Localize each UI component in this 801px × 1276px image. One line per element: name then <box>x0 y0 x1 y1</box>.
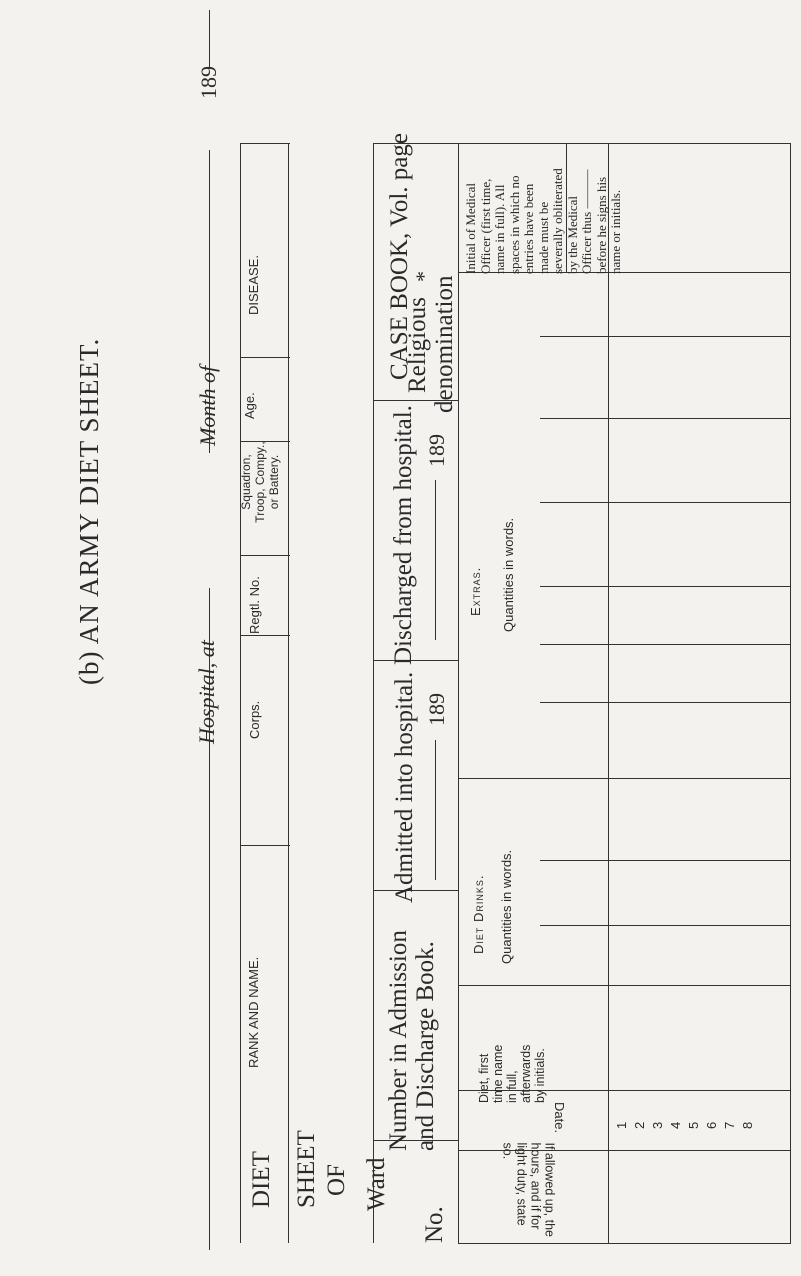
year-label: 189 <box>196 66 221 99</box>
sub-line-e5 <box>540 644 791 645</box>
page-title: (b) AN ARMY DIET SHEET. <box>74 337 104 685</box>
religious-label: Religious <box>404 297 431 393</box>
band-divider-age <box>240 357 290 358</box>
sub-line-e4 <box>540 586 791 587</box>
age-header: Age. <box>242 392 257 419</box>
initial-officer-header: Initial of Medical Officer (first time, name in full). All spaces in which no entries have been made must be severally obliterated by the Medical Officer thus ——— before he signs his name or initials. <box>463 168 623 274</box>
admission-right-line <box>458 143 459 1243</box>
col-line-extras <box>458 778 791 779</box>
sub-line-d1 <box>540 860 791 861</box>
sub-line-e6 <box>540 702 791 703</box>
disease-header: DISEASE. <box>246 255 261 315</box>
band-divider-corps <box>240 635 290 636</box>
ward-label: Ward <box>363 1157 390 1211</box>
date-number-1: 1 <box>614 1121 629 1129</box>
date-header: Date. <box>552 1102 567 1134</box>
squadron-header: Squadron, Troop, Compy., or Battery. <box>239 441 281 523</box>
date-number-2: 2 <box>632 1121 647 1129</box>
sub-line-e1 <box>540 336 791 337</box>
table-top <box>458 143 791 144</box>
star-label: * <box>411 271 436 282</box>
header-row-line <box>608 143 609 1243</box>
number-in-admission: Number in Admission and Discharge Book. <box>385 930 439 1151</box>
diet-label: DIET <box>248 1151 275 1208</box>
case-book-label: CASE BOOK, Vol. page <box>386 133 413 381</box>
date-number-7: 7 <box>722 1121 737 1129</box>
hospital-label: Hospital, at <box>194 640 219 744</box>
extras-header: Extras. <box>468 566 483 616</box>
rank-name-header: RANK AND NAME. <box>246 956 261 1068</box>
if-allowed-header: If allowed up, the hours, and if for light duty, state so. <box>500 1142 557 1238</box>
discharged-year: 189 <box>424 434 449 467</box>
diet-header: Diet, first time name in full, afterwards by initials. <box>477 1044 547 1103</box>
col-line-drinks <box>458 985 791 986</box>
admitted-label: Admitted into hospital. <box>391 671 418 903</box>
date-number-3: 3 <box>650 1121 665 1129</box>
admitted-year-line <box>435 740 436 880</box>
sub-line-e3 <box>540 502 791 503</box>
admission-left-line <box>373 143 374 1243</box>
month-label: Month of <box>195 365 220 446</box>
no-label: No. <box>421 1206 448 1243</box>
date-number-4: 4 <box>668 1121 683 1129</box>
admitted-year: 189 <box>424 693 449 726</box>
table-right <box>790 143 791 1243</box>
sheet-label: SHEET <box>293 1130 320 1208</box>
date-number-6: 6 <box>704 1121 719 1129</box>
diet-drinks-sub-header: Quantities in words. <box>499 849 514 964</box>
discharged-label: Discharged from hospital. <box>390 405 417 665</box>
table-bottom <box>458 1243 791 1244</box>
date-number-5: 5 <box>686 1121 701 1129</box>
denomination-label: denomination <box>431 275 458 413</box>
of-label: OF <box>323 1164 350 1196</box>
regtl-no-header: Regtl. No. <box>247 576 262 634</box>
band-divider-rank <box>240 845 290 846</box>
corps-header: Corps. <box>247 700 262 739</box>
band-left-line <box>240 143 241 1243</box>
band-inner-line <box>288 143 289 1243</box>
sub-line-e2 <box>540 418 791 419</box>
diet-drinks-header: Diet Drinks. <box>471 874 486 954</box>
extras-sub-header: Quantities in words. <box>501 517 516 632</box>
discharged-year-line <box>435 480 436 640</box>
band-top-line <box>240 143 290 144</box>
sub-line-d2 <box>540 925 791 926</box>
date-number-8: 8 <box>740 1121 755 1129</box>
